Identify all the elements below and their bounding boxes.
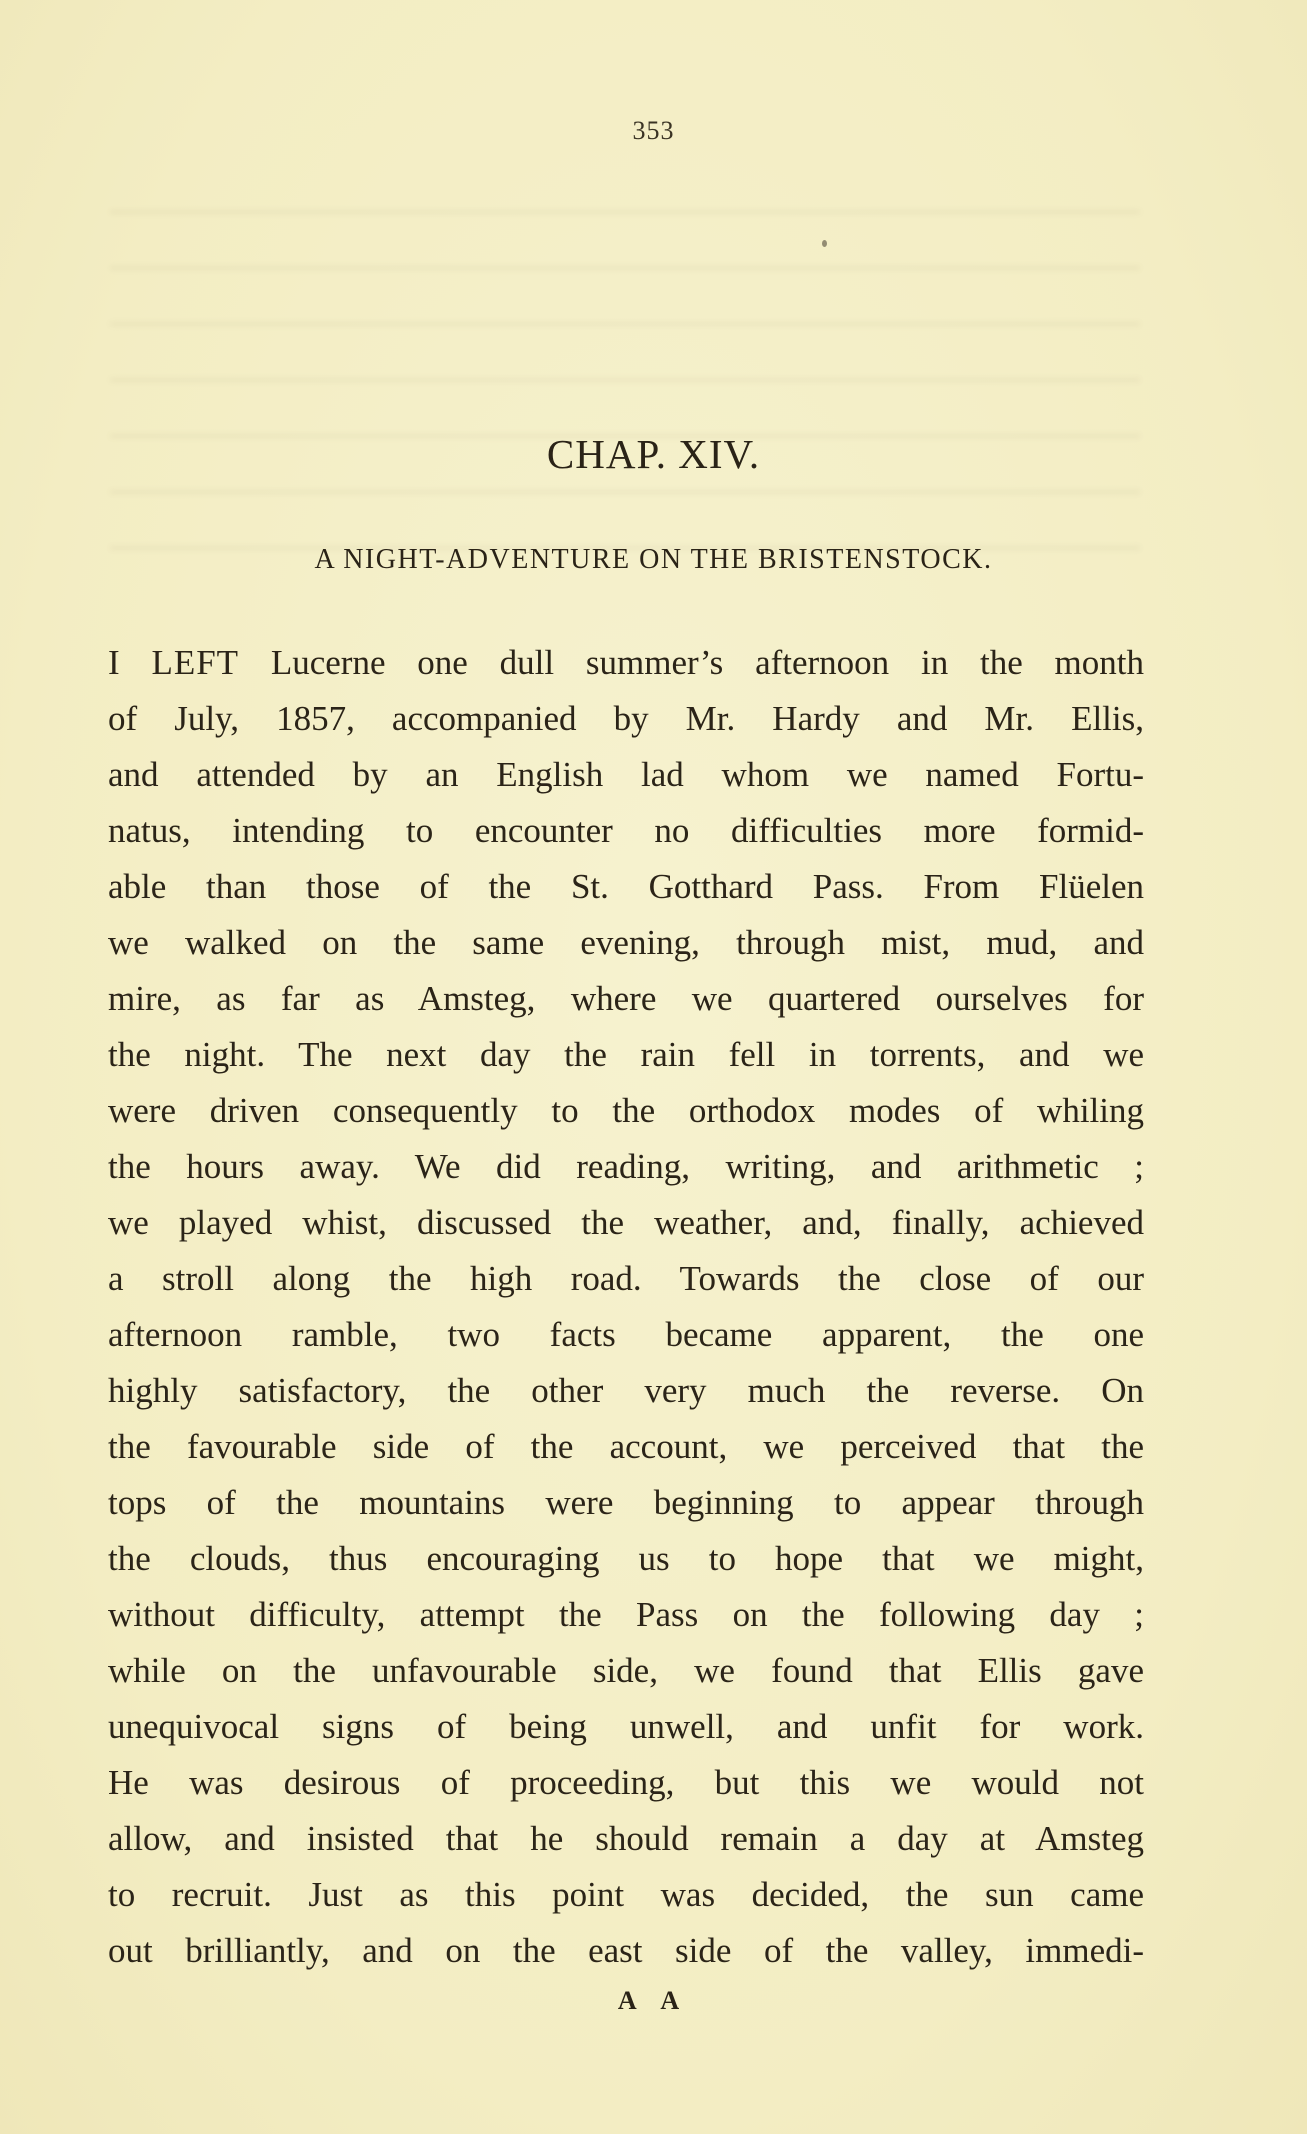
text-line: the hours away. We did reading, writing, and arithmetic ; — [108, 1147, 1144, 1186]
text-line: were driven consequently to the orthodox modes of whiling — [108, 1091, 1144, 1130]
text-line: and attended by an English lad whom we named Fortu- — [108, 755, 1144, 794]
page-number: 353 — [632, 116, 675, 145]
text-line: tops of the mountains were beginning to appear through — [108, 1483, 1144, 1522]
text-line: we played whist, discussed the weather, and, finally, achieved — [108, 1203, 1144, 1242]
text-line-last: out brilliantly, and on the east side of the valley, immedi- — [108, 1931, 1144, 1970]
text-line: the favourable side of the account, we perceived that the — [108, 1427, 1144, 1466]
show-through-texture — [110, 170, 1140, 550]
text-line: afternoon ramble, two facts became apparent, the one — [108, 1315, 1144, 1354]
text-line: to recruit. Just as this point was decided, the sun came — [108, 1875, 1144, 1914]
text-line: allow, and insisted that he should remain a day at Amsteg — [108, 1819, 1144, 1858]
text-line: we walked on the same evening, through mist, mud, and — [108, 923, 1144, 962]
text-line: without difficulty, attempt the Pass on the following day ; — [108, 1595, 1144, 1634]
first-line-rest: Lucerne one dull summer’s afternoon in the month — [239, 643, 1144, 682]
text-line-first — [108, 635, 1144, 691]
text-line: a stroll along the high road. Towards the close of our — [108, 1259, 1144, 1298]
text-line: unequivocal signs of being unwell, and unfit for work. — [108, 1707, 1144, 1746]
text-line: He was desirous of proceeding, but this we would not — [108, 1763, 1144, 1802]
text-line: while on the unfavourable side, we found that Ellis gave — [108, 1651, 1144, 1690]
ink-speck — [822, 240, 827, 247]
first-word: I — [108, 643, 120, 682]
text-line: of July, 1857, accompanied by Mr. Hardy and Mr. Ellis, — [108, 699, 1144, 738]
text-line: the clouds, thus encouraging us to hope that we might, — [108, 1539, 1144, 1578]
chapter-subtitle: A NIGHT-ADVENTURE ON THE BRISTENSTOCK. — [314, 544, 993, 575]
text-line: the night. The next day the rain fell in torrents, and we — [108, 1035, 1144, 1074]
text-line: able than those of the St. Gotthard Pass. From Flüelen — [108, 867, 1144, 906]
first-word-smallcaps: LEFT — [151, 643, 240, 682]
body-text — [108, 635, 1144, 1979]
text-line: highly satisfactory, the other very much the reverse. On — [108, 1371, 1144, 1410]
chapter-heading: CHAP. XIV. — [546, 431, 761, 477]
signature-mark: A A — [617, 1986, 690, 2015]
text-line: natus, intending to encounter no difficulties more formid- — [108, 811, 1144, 850]
text-line: mire, as far as Amsteg, where we quartered ourselves for — [108, 979, 1144, 1018]
